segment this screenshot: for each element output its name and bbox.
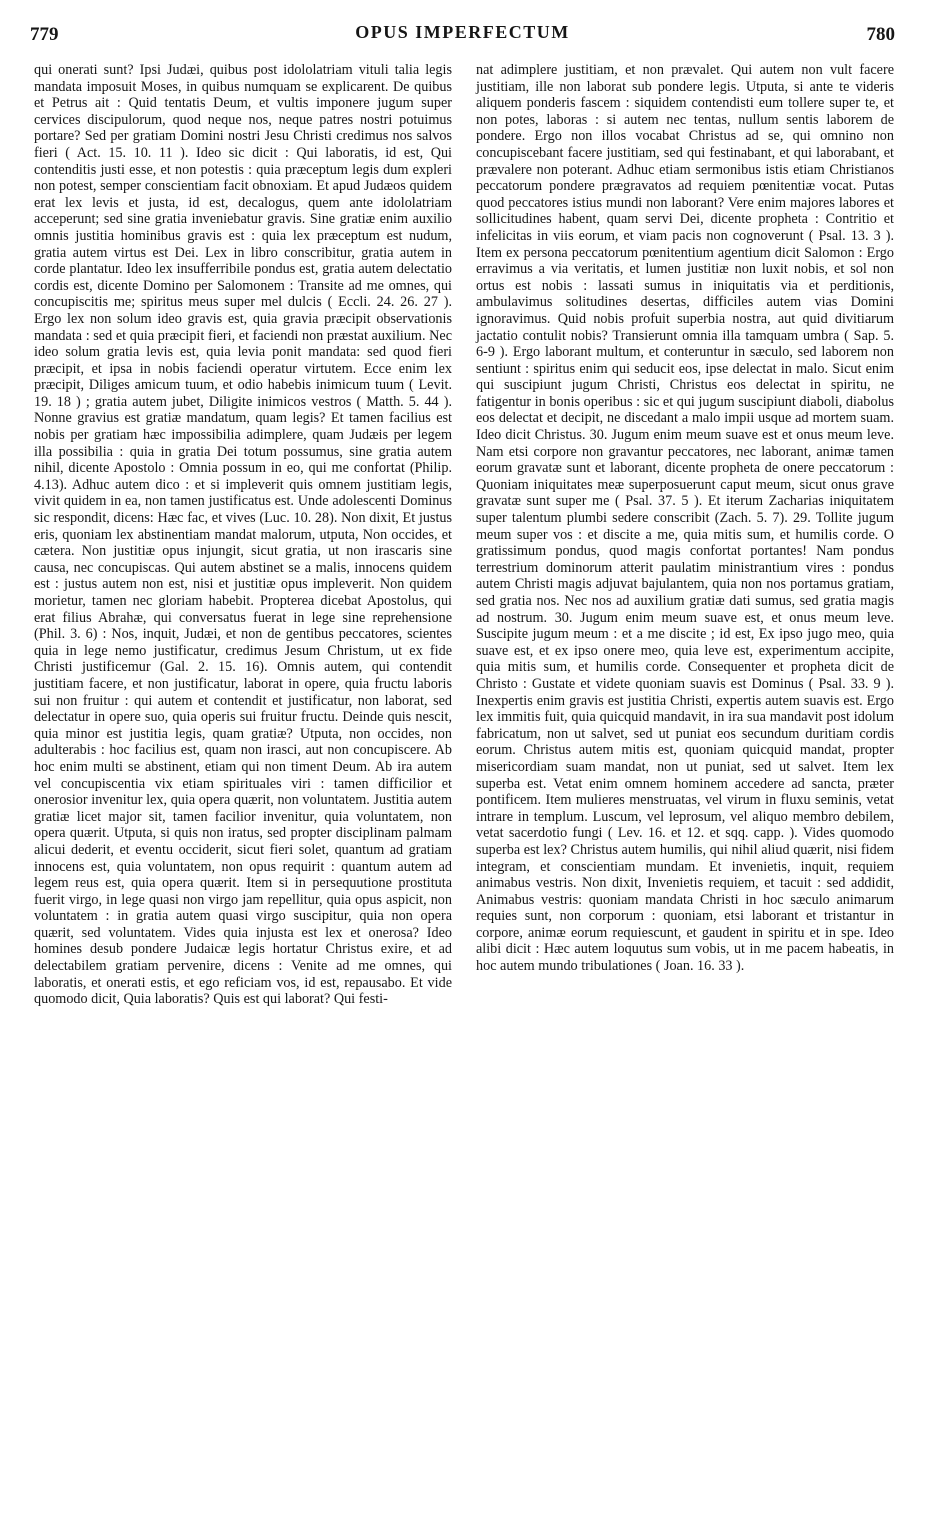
page-number-left: 779 [30, 24, 59, 45]
running-title: OPUS IMPERFECTUM [355, 22, 570, 42]
right-column-text: nat adimplere justitiam, et non prævalet. Qui autem non vult facere justitiam, ille non laborat sub pondere legis. Utputa, si ante te videris aliquem ponderis fascem : siquidem contendisti eum tollere super te, et non potes, laboras : si autem nec tentas, nullum sentis laborem de pondere. Ergo non illos vocabat Christus ad se, qui omnino non concupiscebant facere justitiam, sed qui festinabant, et qui laborabant, et prævalere non poterant. Adhuc etiam sermonibus istis etiam Christianos peccatorum pondere prægravatos ad requiem pœnitentiæ vocat. Putas quod peccatores istius mundi non laborant? Vere enim majores labores et sollicitudines habent, quam servi Dei, dicente propheta : Contritio et infelicitas in viis eorum, et viam pacis non cognoverunt ( Psal. 13. 3 ). Item ex persona peccatorum pœnitentium agentium dicit Salomon : Ergo erravimus a via veritatis, et lumen justitiæ non luxit nobis, et sol non ortus est nobis : lassati sumus in iniquitatis via et perditionis, ambulavimus solitudines desertas, difficiles autem vias Domini ignoravimus. Quid nobis profuit superbia nostra, aut quid divitiarum jactatio contulit nobis? Transierunt omnia illa tamquam umbra ( Sap. 5. 6-9 ). Ergo laborant multum, et conteruntur in sæculo, sed laborem non sentiunt : spiritus enim qui seducit eos, ipse delectat in malo. Sicut enim qui suscipiunt jugum Christi, Christus eos delectat in spiritu, ne fatigentur in bonis operibus : sic et qui jugum suscipiunt diaboli, diabolus eos delectat et decipit, ne discedant a malo impii usque ad mortem suam. Ideo dicit Christus. 30. Jugum enim meum suave est et onus meum leve. Nam etsi corpore non gravantur peccatores, nec laborant, animæ tamen eorum gravatæ sunt et laborant, dicente propheta de onere peccatorum : Quoniam iniquitates meæ superposuerunt caput meum, sicut onus grave gravatæ sunt super me ( Psal. 37. 5 ). Et iterum Zacharias iniquitatem super talentum plumbi sedere conscribit (Zach. 5. 7). 29. Tollite jugum meum super vos : et discite a me, quia mitis sum, et humilis corde. O gratissimum pondus, quod magis confortat portantes! Nam pondus terrestrium dominorum atterit paulatim ministrantium vires : pondus autem Christi magis adjuvat bajulantem, quia non nos portamus gratiam, sed gratia nos. Nec nos ad auxilium gratiæ dati sumus, sed gratia magis ad nostrum. 30. Jugum enim meum suave est, et onus meum leve. Suscipite jugum meum : et a me discite ; id est, Ex ipso jugo meo, quia suave est, et ex ipso onere meo, quia leve est, experimentum accipite, quia mitis sum, et humilis corde. Consequenter et propheta dicit de Christo : Gustate et videte quoniam suavis est Dominus ( Psal. 33. 9 ). Inexpertis enim gravis est justitia Christi, expertis autem suavis est. Ergo lex immitis fuit, quia quicquid mandavit, in ira sua mandavit post idolum fabricatum, non ut salvet, sed ut puniat eos secundum duritiam cordis eorum. Christus autem mitis est, quoniam quicquid mandat, propter misericordiam suam mandat, non ut puniat, sed ut salvet. Item lex superba est. Vetat enim omnem hominem accedere ad sancta, præter pontificem. Item mulieres menstruatas, vel virum in fluxu seminis, vetat intrare in templum. Luscum, vel leprosum, vel aliquo membro debilem, vetat sacerdotio fungi ( Lev. 16. et 12. et sqq. capp. ). Vides quomodo superba est lex? Christus autem humilis, qui nihil aliud quærit, nisi fidem integram, et conscientiam mundam. Et invenietis, inquit, requiem animabus vestris. Non dixit, Invenietis requiem, et tacuit : sed addidit, Animabus vestris: quoniam mandata Christi in hoc sæculo animarum requies sunt, non corporum : quoniam, etsi laborant et tristantur in corpore, animæ eorum requiescunt, et gaudent in spiritu et in spe. Ideo alibi dicit : Hæc autem loquutus sum vobis, ut in me pacem habeatis, in hoc autem mundo tribulationes ( Joan. 16. 33 ). [476, 62, 894, 975]
left-column-text: qui onerati sunt? Ipsi Judæi, quibus post idololatriam vituli talia legis mandata imposuit Moses, in quibus numquam se explicarent. De quibus et Petrus ait : Quid tentatis Deum, et vultis imponere jugum super cervices discipulorum, quod neque nos, neque patres nostri potuimus portare? Sed per gratiam Domini nostri Jesu Christi credimus nos salvos fieri ( Act. 15. 10. 11 ). Ideo sic dicit : Qui laboratis, id est, Qui contenditis justi esse, et non potestis : quia præceptum legis dum expleri non potest, semper conscientiam facit obnoxiam. Et apud Judæos quidem erat lex levis et justa, id est, decalogus, quem ante idololatriam acceperunt; sed sine gratia inveniebatur gravis. Sine gratiæ enim auxilio omnis justitia hominibus gravis est : quia lex præceptum est nudum, gratia autem virtus est Dei. Lex in libro conscribitur, gratia autem in corde plantatur. Ideo lex insufferribile pondus est, gratia autem delectatio cordis est, dicente Domino per Salomonem : Transite ad me omnes, qui concupiscitis me; spiritus meus super mel dulcis ( Eccli. 24. 26. 27 ). Ergo lex non solum ideo gravis est, quia gravia præcipit observationis mandata : sed et quia præcipit fieri, et faciendi non præstat auxilium. Nec ideo solum gratia levis est, quia levia ponit mandata: sed quod fieri præcipit, et ipsa in nobis faciendi operatur virtutem. Ecce enim lex præcipit, Diliges amicum tuum, et odio habebis inimicum tuum ( Levit. 19. 18 ) ; gratia autem jubet, Diligite inimicos vestros ( Matth. 5. 44 ). Nonne gravius est gratiæ mandatum, quam legis? Et tamen facilius est nobis per gratiam hæc impossibilia adimplere, quam Judæis per legem illa possibilia : quia in gratia Dei totum possumus, sine gratia autem nihil, dicente Apostolo : Omnia possum in eo, qui me confortat (Philip. 4.13). Adhuc autem dico : et si impleverit quis omnem justitiam legis, vivit quidem in ea, non tamen justificatus est. Unde adolescenti Dominus sic respondit, dicens: Hæc fac, et vives (Luc. 10. 28). Non dixit, Et justus eris, quoniam lex abstinentiam mandat malorum, utputa, Non occides, et cætera. Non justitiæ opus injungit, sicut gratia, ut non irascaris sine causa, nec concupiscas. Qui autem abstinet se a malis, innocens quidem est : justus autem non est, nisi et justitiæ opus impleverit. Non quidem morietur, tamen nec gloriam habebit. Propterea dicebat Apostolus, qui erat filius Abrahæ, qui conversatus fuerat in lege sine reprehensione (Phil. 3. 6) : Nos, inquit, Judæi, et non de gentibus peccatores, scientes quia in lege nemo justificatur, credimus Jesum Christum, ut ex fide Christi justificemur (Gal. 2. 15. 16). Omnis autem, qui contendit justitiam facere, et non justificatur, laborat in opere, quia fructu laboris sui non fruitur : qui autem et contendit et justificatur, non laborat, sed delectatur in opere suo, quia operis sui fruitur fructu. Deinde quis nescit, quia minor est justitia legis, quam gratiæ? Utputa, non occides, non adulterabis : hoc facilius est, quam non irasci, aut non concupiscere. Ab hoc enim multi se abstinent, etiam qui non timent Deum. Ab ira autem vel concupiscentia vix etiam spirituales viri : tamen difficilior et onerosior invenitur lex, quia opera quærit, non voluntatem. Justitia autem gratiæ licet major sit, tamen facilior invenitur, quia voluntatem, non opera quærit. Utputa, si quis non iratus, sed propter disciplinam palmam alicui dederit, et eventu occiderit, sicut fieri solet, quantum ad gratiam innocens est, quia voluntatem, non opus requirit : quantum autem ad legem reus est, quia opera quærit. Item si in persequutione prostituta fuerit virgo, in lege quasi non virgo jam repellitur, quia opus aspicit, non voluntatem : in gratia autem quasi virgo suscipitur, quia non opera quærit, sed voluntatem. Vides quia injusta est lex et onerosa? Ideo homines desub pondere Judaicæ legis hortatur Christus exire, et ad delectabilem gratiam pervenire, dicens : Venite ad me omnes, qui laboratis, et onerati estis, et ego reficiam vos, id est, repausabo. Et vide quomodo dicit, Quia laboratis? Quis est qui laborat? Qui festi- [34, 62, 452, 1008]
left-column [34, 62, 452, 1008]
page-number-right: 780 [866, 24, 895, 45]
right-column [476, 62, 894, 975]
page-header [30, 16, 895, 46]
